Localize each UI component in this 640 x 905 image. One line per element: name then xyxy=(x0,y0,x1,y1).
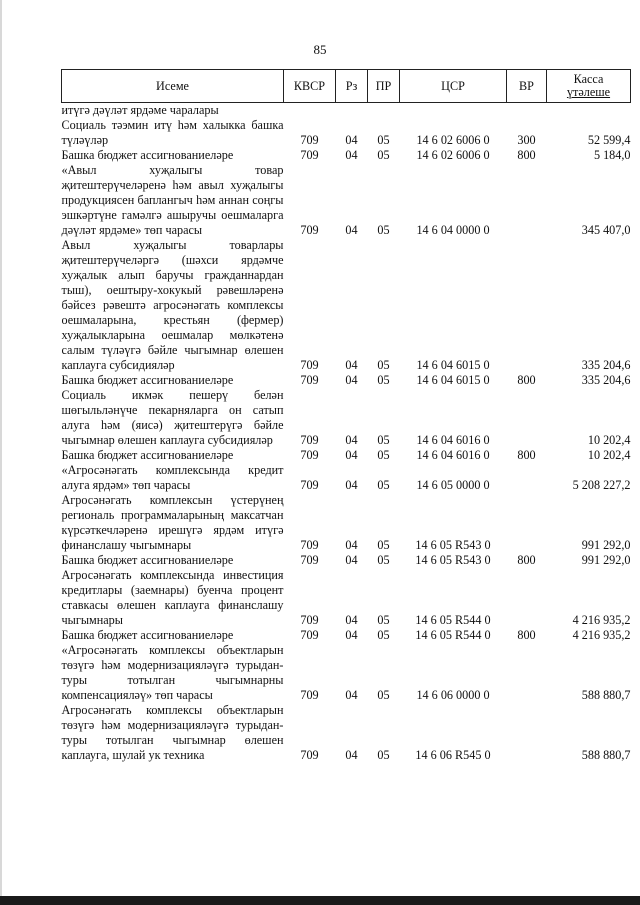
cell-amount: 5 184,0 xyxy=(593,148,631,162)
cell-pr: 05 xyxy=(377,748,390,762)
cell-kvsr: 709 xyxy=(300,223,319,237)
cell-pr: 05 xyxy=(377,148,390,162)
cell-kvsr: 709 xyxy=(300,478,319,492)
cell-name: Авыл хуҗалыгы товарлары җитештерүчеләргә (шәхси ярдәмче хуҗалык алып баручы гражданнардан тыш), оештыру-хокукый рәвешләренә бәйсез рәвештә агросәнәгать комплексы оешмаларына, крестьян (фермер) хуҗалыкларына оешмалар мөлкәтенә салым түләүгә бәйле чыгымнар өлешен каплауга субсидияләр xyxy=(61,238,284,372)
scan-edge-left xyxy=(0,0,2,905)
cell-vr: 800 xyxy=(517,148,536,162)
cell-name: Агросәнәгать комплексында инвестиция кредитлары (заемнары) буенча процент ставкасы өлешен каплауга финанслашу чыгымнары xyxy=(61,568,284,627)
cell-kvsr xyxy=(284,103,336,119)
header-vr: ВР xyxy=(507,70,547,103)
cell-rz: 04 xyxy=(345,433,358,447)
cell-amount: 588 880,7 xyxy=(581,748,631,762)
cell-vr: 300 xyxy=(517,133,536,147)
cell-csr: 14 6 02 6006 0 xyxy=(416,148,490,162)
cell-pr: 05 xyxy=(377,133,390,147)
table-row xyxy=(62,493,631,553)
table-body xyxy=(62,103,631,764)
table-row xyxy=(62,643,631,703)
cell-vr xyxy=(507,103,547,119)
cell-rz: 04 xyxy=(345,373,358,387)
cell-amount: 5 208 227,2 xyxy=(572,478,631,492)
table-row xyxy=(62,118,631,148)
cell-rz: 04 xyxy=(345,223,358,237)
cell-csr: 14 6 04 6016 0 xyxy=(416,448,490,462)
cell-kvsr: 709 xyxy=(300,448,319,462)
cell-name: Социаль тәэмин итү һәм халыкка башка түләүләр xyxy=(61,118,284,147)
cell-kvsr: 709 xyxy=(300,613,319,627)
cell-rz: 04 xyxy=(345,148,358,162)
cell-rz: 04 xyxy=(345,748,358,762)
cell-csr: 14 6 04 6015 0 xyxy=(416,358,490,372)
cell-csr xyxy=(400,103,507,119)
scan-edge-bottom xyxy=(0,896,640,905)
cell-amount: 52 599,4 xyxy=(587,133,631,147)
cell-csr: 14 6 05 R543 0 xyxy=(415,538,491,552)
cell-rz: 04 xyxy=(345,553,358,567)
table-row xyxy=(62,628,631,643)
cell-kvsr: 709 xyxy=(300,148,319,162)
cell-amount: 335 204,6 xyxy=(581,373,631,387)
cell-kvsr: 709 xyxy=(300,538,319,552)
cell-csr: 14 6 05 R544 0 xyxy=(415,613,491,627)
cell-vr: 800 xyxy=(517,448,536,462)
cell-name: «Агросәнәгать комплексы объектларын төзүгә һәм модернизацияләүгә турыдан-туры тотылган чыгымнарны компенсацияләү» төп чарасы xyxy=(61,643,284,702)
table-row xyxy=(62,388,631,448)
cell-rz: 04 xyxy=(345,358,358,372)
cell-name: «Агросәнәгать комплексында кредит алуга ярдәм» төп чарасы xyxy=(61,463,284,492)
cell-amount: 10 202,4 xyxy=(587,433,631,447)
cell-amount: 345 407,0 xyxy=(581,223,631,237)
cell-pr xyxy=(368,103,400,119)
cell-name: итүгә дәүләт ярдәме чаралары xyxy=(61,103,219,117)
cell-kvsr: 709 xyxy=(300,373,319,387)
table-row xyxy=(62,163,631,238)
cell-pr: 05 xyxy=(377,613,390,627)
cell-vr xyxy=(507,568,547,628)
cell-vr xyxy=(507,238,547,373)
table-row xyxy=(62,148,631,163)
cell-amount: 588 880,7 xyxy=(581,688,631,702)
page-number: 85 xyxy=(313,42,327,57)
cell-pr: 05 xyxy=(377,553,390,567)
header-name: Исеме xyxy=(62,70,284,103)
cell-name: Агросәнәгать комплексы объектларын төзүгә һәм модернизацияләүгә турыдан-туры тотылган чыгымнар өлешен каплауга, шулай ук техника xyxy=(61,703,284,762)
header-amount-line2: үтәлеше xyxy=(566,85,611,99)
cell-csr: 14 6 05 R543 0 xyxy=(415,553,491,567)
cell-rz xyxy=(336,103,368,119)
cell-rz: 04 xyxy=(345,448,358,462)
table-row xyxy=(62,703,631,763)
cell-pr: 05 xyxy=(377,373,390,387)
cell-pr: 05 xyxy=(377,628,390,642)
header-kvsr: КВСР xyxy=(284,70,336,103)
cell-pr: 05 xyxy=(377,433,390,447)
cell-name: Башка бюджет ассигнованиеләре xyxy=(61,373,234,387)
cell-vr xyxy=(507,388,547,448)
header-amount-line1: Касса xyxy=(573,72,604,86)
cell-vr xyxy=(507,703,547,763)
cell-csr: 14 6 04 6016 0 xyxy=(416,433,490,447)
cell-kvsr: 709 xyxy=(300,358,319,372)
cell-amount: 991 292,0 xyxy=(581,553,631,567)
cell-name: Агросәнәгать комплексын үстерүнең региональ программаларының максатчан күрсәткечләренә ирешүгә ярдәм итүгә финанслашу чыгымнары xyxy=(61,493,284,552)
header-rz: Рз xyxy=(336,70,368,103)
cell-amount: 4 216 935,2 xyxy=(572,628,631,642)
cell-csr: 14 6 06 0000 0 xyxy=(416,688,490,702)
cell-csr: 14 6 05 R544 0 xyxy=(415,628,491,642)
cell-vr xyxy=(507,163,547,238)
cell-amount: 10 202,4 xyxy=(587,448,631,462)
cell-kvsr: 709 xyxy=(300,553,319,567)
header-csr: ЦСР xyxy=(400,70,507,103)
cell-kvsr: 709 xyxy=(300,748,319,762)
header-amount xyxy=(547,70,631,103)
cell-vr: 800 xyxy=(517,628,536,642)
cell-pr: 05 xyxy=(377,358,390,372)
cell-pr: 05 xyxy=(377,538,390,552)
cell-vr xyxy=(507,643,547,703)
cell-pr: 05 xyxy=(377,688,390,702)
cell-name: Башка бюджет ассигнованиеләре xyxy=(61,448,234,462)
cell-name: «Авыл хуҗалыгы товар җитештерүчеләренә һәм авыл хуҗалыгы продукциясен баплангыч һәм аннан соңгы эшкәртүне гамәлгә ашыручы оешмаларга дәүләт ярдәме» төп чарасы xyxy=(61,163,284,237)
cell-csr: 14 6 04 6015 0 xyxy=(416,373,490,387)
cell-vr xyxy=(507,463,547,493)
cell-amount: 335 204,6 xyxy=(581,358,631,372)
cell-rz: 04 xyxy=(345,478,358,492)
table-row xyxy=(62,463,631,493)
cell-amount: 991 292,0 xyxy=(581,538,631,552)
cell-csr: 14 6 02 6006 0 xyxy=(416,133,490,147)
cell-pr: 05 xyxy=(377,478,390,492)
table-row xyxy=(62,103,631,119)
cell-name: Башка бюджет ассигнованиеләре xyxy=(61,553,234,567)
cell-name: Социаль икмәк пешерү белән шөгыльләнүче пекарняларга он сатып алуга һәм (яисә) җитештерүгә бәйле чыгымнар өлешен каплауга субсидияләр xyxy=(61,388,284,447)
table-row xyxy=(62,568,631,628)
cell-pr: 05 xyxy=(377,223,390,237)
header-pr: ПР xyxy=(368,70,400,103)
cell-rz: 04 xyxy=(345,688,358,702)
cell-amount: 4 216 935,2 xyxy=(572,613,631,627)
cell-name: Башка бюджет ассигнованиеләре xyxy=(61,148,234,162)
table-row xyxy=(62,448,631,463)
cell-kvsr: 709 xyxy=(300,628,319,642)
cell-kvsr: 709 xyxy=(300,688,319,702)
cell-kvsr: 709 xyxy=(300,433,319,447)
budget-table xyxy=(61,69,631,763)
cell-vr xyxy=(507,493,547,553)
cell-csr: 14 6 05 0000 0 xyxy=(416,478,490,492)
cell-rz: 04 xyxy=(345,538,358,552)
cell-kvsr: 709 xyxy=(300,133,319,147)
cell-csr: 14 6 06 R545 0 xyxy=(415,748,491,762)
cell-name: Башка бюджет ассигнованиеләре xyxy=(61,628,234,642)
cell-rz: 04 xyxy=(345,133,358,147)
table-row xyxy=(62,238,631,373)
cell-amount xyxy=(547,103,631,119)
cell-vr: 800 xyxy=(517,553,536,567)
table-row xyxy=(62,373,631,388)
table-header-row xyxy=(62,70,631,103)
cell-csr: 14 6 04 0000 0 xyxy=(416,223,490,237)
cell-pr: 05 xyxy=(377,448,390,462)
table-row xyxy=(62,553,631,568)
cell-rz: 04 xyxy=(345,613,358,627)
cell-rz: 04 xyxy=(345,628,358,642)
cell-vr: 800 xyxy=(517,373,536,387)
